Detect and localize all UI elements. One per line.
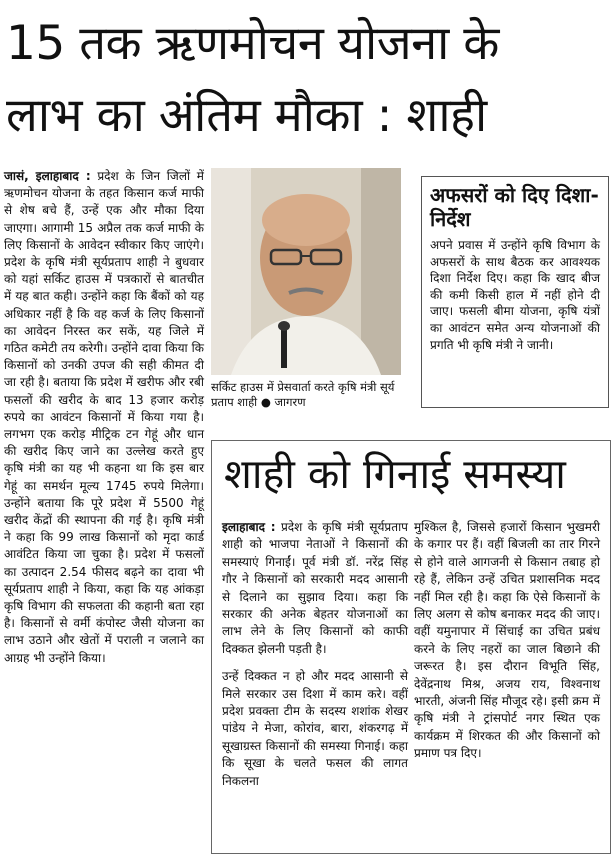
main-story-dateline: जासं, इलाहाबाद : (4, 169, 91, 183)
main-story (4, 168, 204, 667)
main-story-body: प्रदेश के जिन जिलों में ऋणमोचन योजना के तहत किसान कर्ज माफी से शेष बचे हैं, उन्हें एक और मौका दिया जाएगा। आगामी 15 अप्रैल तक कर्ज माफी के लिए किसानों के आवेदन स्वीकार किए जाएंगे। प्रदेश के कृषि मंत्री सूर्यप्रताप शाही ने बुधवार को यहां सर्किट हाउस में पत्रकारों से बातचीत में यह बात कही। उन्होंने कहा कि बैंकों को यह अधिकार नहीं है कि वह कर्ज के लिए किसानों का आवेदन निरस्त कर सकें, यह जिले में गठित कमेटी तय करेगी। उन्होंने दावा किया कि किसानों को उनकी उपज की सही कीमत दी जा रही है। बताया कि प्रदेश में खरीफ और रबी फसलों की खरीद के बाद 13 हजार करोड़ रुपये का आवंटन किसानों में किया गया है। लगभग एक करोड़ मीट्रिक टन गेहूं और धान की खरीद किए जाने का उल्लेख करते हुए कृषि मंत्री का यह भी कहना था कि इस बार गेहूं का समर्थन मूल्य 1745 रुपये मिलेगा। उन्होंने बताया कि पूरे प्रदेश में 5500 गेहूं खरीद केंद्रों की स्थापना की गई है। कृषि मंत्री ने कहा कि 99 लाख किसानों को मृदा कार्ड आवंटित किया जा चुका है। प्रदेश में फसलों का उत्पादन 2.54 फीसद बढ़ने का दावा भी सूर्यप्रताप शाही ने किया, कहा कि यह आंकड़ा कृषि विभाग की सफलता की कहानी बता रहा है। किसानों से वर्मी कंपोस्ट जैसी योजना का लाभ उठाने और खेतों में पराली न जलाने का आग्रह भी उन्होंने किया। (4, 169, 204, 665)
second-story-box (211, 440, 611, 854)
second-story-paragraph-1 (222, 519, 408, 658)
minister-portrait-illustration (211, 168, 401, 375)
second-story-column-1 (222, 519, 408, 800)
headline-line-1: 15 तक ऋणमोचन योजना के (6, 16, 499, 71)
sidebar-box-body: अपने प्रवास में उन्होंने कृषि विभाग के अफसरों के साथ बैठक कर आवश्यक दिशा निर्देश दिए। कहा कि खाद बीज की कमी किसी हाल में नहीं होने दी जाए। फसली बीमा योजना, कृषि यंत्रों का आवंटन समेत अन्य योजनाओं की प्रगति भी कृषि मंत्री ने जानी। (430, 238, 600, 352)
second-story-dateline: इलाहाबाद : (222, 520, 276, 534)
second-story-paragraph-2: उन्हें दिक्कत न हो और मदद आसानी से मिले सरकार उस दिशा में काम करे। वहीं प्रदेश प्रवक्ता टीम के सदस्य शशांक शेखर पांडेय ने मेजा, कोरांव, बारा, शंकरगढ़ में सूखाग्रस्त किसानों की समस्या गिनाई। कहा कि सूखा के चलते फसल की लागत निकलना (222, 669, 408, 788)
bullet-icon: ● (260, 395, 275, 409)
second-story-col1-p1: प्रदेश के कृषि मंत्री सूर्यप्रताप शाही को भाजपा नेताओं ने किसानों की समस्याएं गिनाईं। पूर्व मंत्री डॉ. नरेंद्र सिंह गौर ने किसानों को सरकारी मदद आसानी से दिलाने का सुझाव दिया। कहा कि सरकार की अनेक बेहतर योजनाओं का लाभ लेने के लिए किसानों को काफी दिक्कत झेलनी पड़ती है। (222, 520, 408, 656)
photo-caption (211, 380, 406, 410)
sidebar-box-title: अफसरों को दिए दिशा-निर्देश (430, 183, 599, 231)
second-story-column-2 (414, 519, 600, 773)
minister-photo (211, 168, 401, 375)
sidebar-box (421, 176, 609, 408)
headline-line-2: लाभ का अंतिम मौका : शाही (6, 88, 487, 143)
second-story-col2-text: मुश्किल है, जिससे हजारों किसान भुखमरी के कगार पर हैं। वहीं बिजली का तार गिरने से होने वाले आगजनी से किसान तबाह हो रहे हैं, लेकिन उन्हें उचित प्रशासनिक मदद नहीं मिल रही है। कहा कि ऐसे किसानों के लिए अलग से कोष बनाकर मदद की जाए। वहीं यमुनापार में सिंचाई का उचित प्रबंध करने के लिए नहरों का जाल बिछाने की जरूरत है। इस दौरान विभूति सिंह, देवेंद्रनाथ मिश्र, अजय राय, विश्वनाथ भारती, अंजनी सिंह मौजूद रहे। इसी क्रम में कृषि मंत्री ने ट्रांसपोर्ट नगर स्थित एक कार्यक्रम में शिरकत की और किसानों को प्रमाण पत्र दिए। (414, 520, 600, 761)
photo-caption-text: सर्किट हाउस में प्रेसवार्ता करते कृषि मंत्री सूर्य प्रताप शाही (211, 380, 395, 409)
photo-credit: जागरण (274, 395, 306, 409)
second-story-title: शाही को गिनाई समस्या (224, 450, 566, 498)
